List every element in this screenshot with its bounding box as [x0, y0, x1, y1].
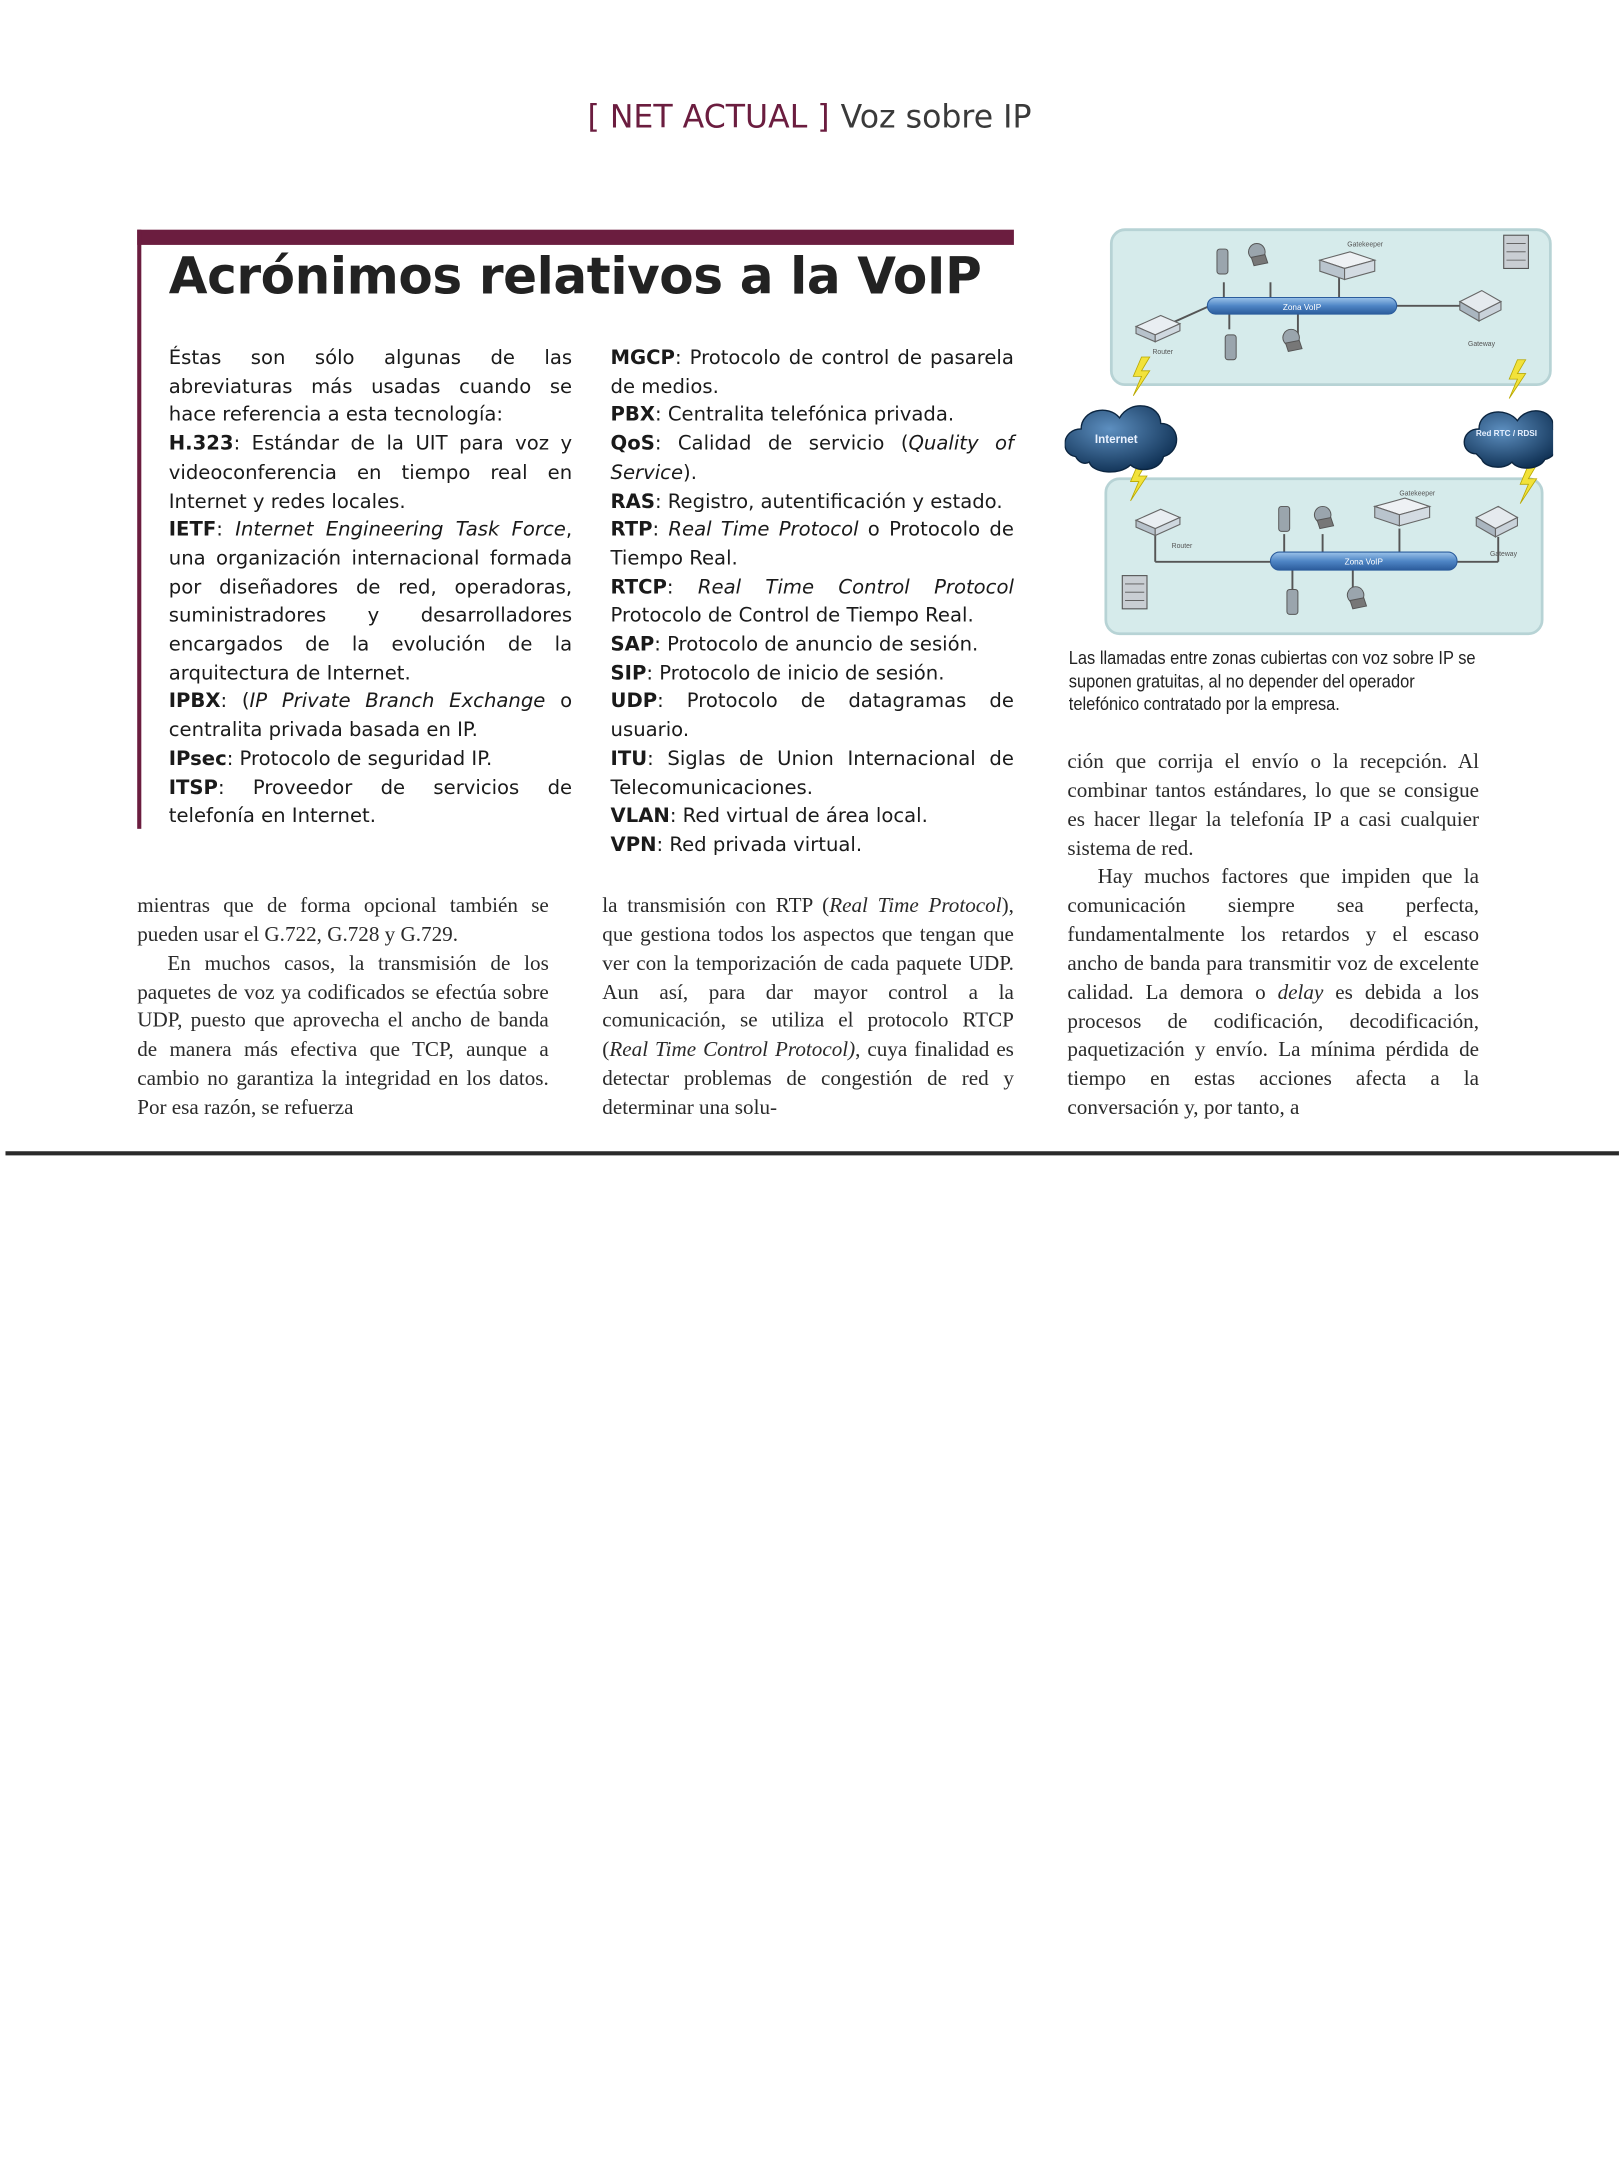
- acronym-entry: QoS: Calidad de servicio (Quality of Service).: [610, 433, 1014, 485]
- topic-label: Voz sobre IP: [840, 99, 1032, 136]
- sidebar-intro: Éstas son sólo algunas de las abreviaturas más usadas cuando se hace referencia a esta tecnología:: [168, 347, 573, 427]
- rtc-cloud: [1464, 411, 1553, 468]
- acronym-term: RTCP: [610, 576, 667, 599]
- router-label-bottom: Router: [1171, 542, 1193, 550]
- acronym-entry: IPBX: (IP Private Branch Exchange o centralita privada basada en IP.: [168, 691, 573, 742]
- body-column-2: [602, 892, 1014, 1123]
- body-column-1: [137, 892, 549, 1123]
- router-label-top: Router: [1152, 349, 1174, 357]
- body-paragraph: ción que corrija el envío o la recepción. Al combinar tantos estándares, lo que se consigue es hacer llegar la telefonía IP a casi cualquier sistema de red.: [1067, 749, 1480, 861]
- body-column-3: [1067, 749, 1479, 1124]
- acronym-term: H.323: [168, 433, 234, 456]
- acronym-term: SIP: [610, 662, 647, 685]
- acronym-term: IPBX: [168, 691, 221, 714]
- acronym-entry: SIP: Protocolo de inicio de sesión.: [610, 662, 945, 685]
- gatekeeper-label-top: Gatekeeper: [1347, 241, 1384, 249]
- body-paragraph: En muchos casos, la transmisión de los paquetes de voz ya codificados se efectúa sobre UDP, puesto que aprovecha el ancho de banda de manera más efectiva que TCP, aunque a cambio no garantiza la integridad en los datos. Por esa razón, se refuerza: [137, 951, 549, 1120]
- acronym-term: VPN: [610, 834, 657, 857]
- acronym-entry: IPsec: Protocolo de seguridad IP.: [168, 748, 493, 771]
- server-icon: [1122, 576, 1147, 609]
- acronym-entry: RAS: Registro, autentificación y estado.: [610, 490, 1003, 513]
- sidebar-title: Acrónimos relativos a la VoIP: [168, 246, 982, 306]
- acronym-term: IPsec: [168, 748, 227, 771]
- page-bottom-rule: [5, 1151, 1618, 1155]
- acronym-entry: VPN: Red privada virtual.: [610, 834, 863, 857]
- acronym-entry: H.323: Estándar de la UIT para voz y videoconferencia en tiempo real en Internet y redes locales.: [168, 433, 573, 513]
- server-icon: [1504, 235, 1529, 268]
- acronym-entry: RTCP: Real Time Control Protocol Protocolo de Control de Tiempo Real.: [610, 576, 1014, 628]
- gateway-label-bottom: Gateway: [1489, 551, 1518, 559]
- acronym-term: MGCP: [610, 347, 675, 370]
- acronym-term: RTP: [610, 519, 653, 542]
- zone-label-top: Zona VoIP: [1282, 302, 1322, 312]
- sidebar-left-rule: [137, 230, 141, 829]
- sidebar-column-2: [611, 345, 1014, 861]
- acronym-term: ITSP: [168, 777, 218, 800]
- acronym-term: PBX: [610, 404, 656, 427]
- running-header: [0, 100, 1619, 136]
- body-paragraph: mientras que de forma opcional también se pueden usar el G.722, G.728 y G.729.: [137, 893, 549, 947]
- section-label: [ NET ACTUAL ]: [587, 99, 830, 136]
- gateway-label-top: Gateway: [1468, 340, 1496, 348]
- figure-caption: Las llamadas entre zonas cubiertas con voz sobre IP se suponen gratuitas, al no depender del operador telefónico contratado por la empresa.: [1068, 647, 1476, 715]
- acronym-term: RAS: [610, 490, 655, 513]
- acronym-term: UDP: [610, 691, 658, 714]
- acronym-entry: ITU: Siglas de Union Internacional de Telecomunicaciones.: [610, 748, 1014, 800]
- acronym-entry: PBX: Centralita telefónica privada.: [610, 404, 955, 427]
- acronym-entry: VLAN: Red virtual de área local.: [610, 805, 928, 828]
- acronym-entry: RTP: Real Time Protocol o Protocolo de Tiempo Real.: [610, 519, 1014, 570]
- acronym-entry: ITSP: Proveedor de servicios de telefonía en Internet.: [168, 777, 573, 828]
- rtc-cloud-label: Red RTC / RDSI: [1475, 428, 1538, 438]
- acronym-term: ITU: [610, 748, 648, 771]
- acronym-entry: UDP: Protocolo de datagramas de usuario.: [610, 691, 1014, 742]
- body-paragraph: Hay muchos factores que impiden que la comunicación siempre sea perfecta, fundamentalmente los retardos y el escaso ancho de banda para transmitir voz de excelente calidad. La demora o delay es debida a los procesos de codificación, decodificación, paquetización y envío. La mínima pérdida de tiempo en estas acciones afecta a la conversación y, por tanto, a: [1067, 865, 1480, 1120]
- acronym-term: IETF: [168, 519, 217, 542]
- sidebar-top-bar: [137, 230, 1014, 245]
- body-paragraph: la transmisión con RTP (Real Time Protocol), que gestiona todos los aspectos que tengan que ver con la temporización de cada paquete UDP. Aun así, para dar mayor control a la comunicación, se utiliza el protocolo RTCP (Real Time Control Protocol), cuya finalidad es detectar problemas de congestión de red y determinar una solu-: [602, 893, 1014, 1120]
- acronym-entry: SAP: Protocolo de anuncio de sesión.: [610, 633, 979, 656]
- voip-network-diagram: [1065, 221, 1553, 643]
- acronym-term: SAP: [610, 633, 655, 656]
- sidebar-column-1: [169, 345, 572, 832]
- internet-cloud-label: Internet: [1094, 432, 1138, 446]
- gatekeeper-label-bottom: Gatekeeper: [1399, 490, 1436, 498]
- zone-label-bottom: Zona VoIP: [1344, 557, 1383, 567]
- acronym-entry: IETF: Internet Engineering Task Force, una organización internacional formada por diseñadores de red, operadoras, suministradores y desarrolladores encargados de la evolución de la arquitectura de Internet.: [168, 519, 573, 685]
- acronym-term: QoS: [610, 433, 655, 456]
- acronym-term: VLAN: [610, 805, 670, 828]
- acronym-entry: MGCP: Protocolo de control de pasarela de medios.: [610, 347, 1014, 399]
